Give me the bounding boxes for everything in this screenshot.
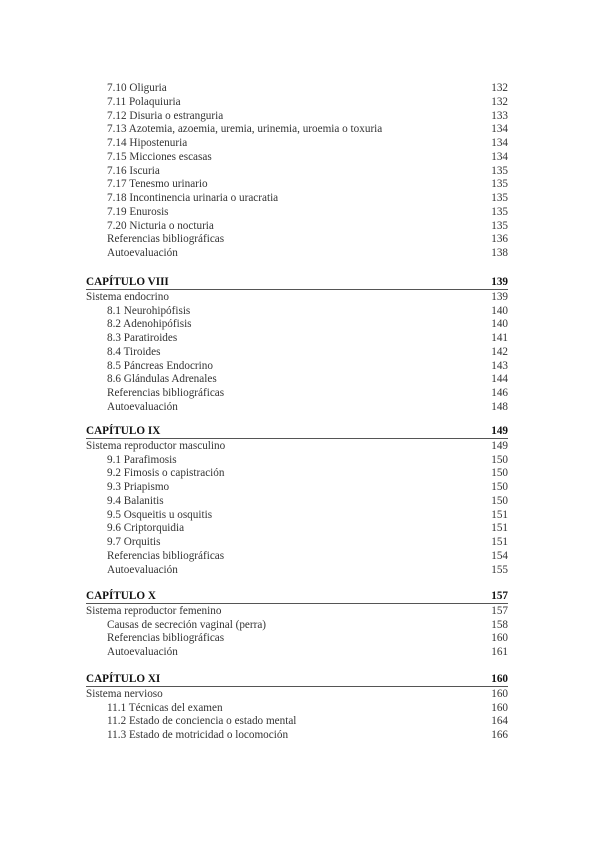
entry-page-number: 154	[491, 549, 508, 562]
entry-title: Sistema reproductor masculino	[86, 439, 226, 452]
entry-title: 8.3 Paratiroides	[107, 332, 178, 344]
toc-entry[interactable]	[86, 495, 508, 509]
toc-entry[interactable]	[86, 536, 508, 550]
toc-section	[86, 276, 508, 415]
entry-title: 9.1 Parafimosis	[107, 453, 177, 466]
toc-entry[interactable]	[86, 564, 508, 578]
entry-title: Referencias bibliográficas	[107, 387, 225, 399]
toc-entry[interactable]	[86, 247, 508, 261]
toc-entry[interactable]	[86, 178, 508, 192]
toc-entry[interactable]	[86, 715, 508, 729]
chapter-heading[interactable]	[86, 276, 508, 290]
entry-title: 7.16 Iscuria	[107, 164, 160, 177]
chapter-heading[interactable]	[86, 425, 508, 439]
toc-entry[interactable]	[86, 360, 508, 374]
toc-entry[interactable]	[86, 373, 508, 387]
toc-entry[interactable]	[86, 688, 508, 702]
entry-title: 7.11 Polaquiuria	[107, 95, 181, 108]
entry-title: 7.10 Oliguria	[107, 82, 167, 94]
toc-entry[interactable]	[86, 619, 508, 633]
entry-page-number: 144	[491, 373, 508, 386]
toc-entry[interactable]	[86, 206, 508, 220]
entry-title: 8.2 Adenohipófisis	[107, 318, 192, 331]
entry-title: Referencias bibliográficas	[107, 233, 225, 246]
entry-title: 8.5 Páncreas Endocrino	[107, 359, 213, 372]
entry-title: 9.5 Osqueitis u osquitis	[107, 508, 213, 521]
toc-entry[interactable]	[86, 165, 508, 179]
entry-page-number: 136	[491, 233, 508, 246]
entry-page-number: 148	[491, 400, 508, 413]
toc-entry[interactable]	[86, 702, 508, 716]
entry-page-number: 135	[491, 205, 508, 218]
toc-section	[86, 425, 508, 577]
toc-entry[interactable]	[86, 729, 508, 743]
toc-entry[interactable]	[86, 467, 508, 481]
toc-entry[interactable]	[86, 550, 508, 564]
entry-title: 7.12 Disuria o estranguria	[107, 109, 224, 122]
entry-title: CAPÍTULO X	[86, 590, 156, 602]
entry-page-number: 146	[491, 387, 508, 399]
entry-page-number: 160	[491, 701, 508, 714]
toc-section	[86, 82, 508, 261]
entry-title: 7.20 Nicturia o nocturia	[107, 219, 214, 232]
entry-title: 7.19 Enurosis	[107, 205, 169, 218]
entry-page-number: 149	[491, 439, 508, 452]
entry-title: CAPÍTULO XI	[86, 673, 161, 685]
entry-page-number: 151	[491, 522, 508, 535]
toc-entry[interactable]	[86, 481, 508, 495]
entry-title: 11.3 Estado de motricidad o locomoción	[107, 729, 289, 741]
entry-page-number: 157	[491, 590, 508, 602]
entry-page-number: 164	[491, 715, 508, 728]
entry-page-number: 160	[491, 673, 508, 685]
entry-page-number: 150	[491, 481, 508, 493]
entry-title: 9.4 Balanitis	[107, 494, 164, 507]
entry-title: Referencias bibliográficas	[107, 549, 225, 562]
entry-title: 9.2 Fimosis o capistración	[107, 467, 225, 480]
toc-entry[interactable]	[86, 440, 508, 454]
toc-entry[interactable]	[86, 96, 508, 110]
entry-title: Sistema endocrino	[86, 290, 169, 303]
entry-title: 11.2 Estado de conciencia o estado mental	[107, 715, 297, 728]
toc-entry[interactable]	[86, 110, 508, 124]
entry-page-number: 134	[491, 150, 508, 163]
entry-page-number: 149	[491, 425, 508, 437]
entry-page-number: 143	[491, 359, 508, 372]
entry-page-number: 133	[491, 109, 508, 122]
entry-page-number: 134	[491, 123, 508, 136]
toc-entry[interactable]	[86, 220, 508, 234]
entry-page-number: 160	[491, 632, 508, 645]
entry-page-number: 151	[491, 508, 508, 521]
entry-page-number: 142	[491, 345, 508, 358]
entry-title: Sistema reproductor femenino	[86, 604, 222, 617]
entry-page-number: 155	[491, 563, 508, 576]
entry-page-number: 132	[491, 82, 508, 94]
entry-title: Referencias bibliográficas	[107, 632, 225, 645]
entry-title: 7.18 Incontinencia urinaria o uracratia	[107, 192, 279, 204]
entry-page-number: 140	[491, 318, 508, 331]
entry-page-number: 135	[491, 164, 508, 177]
entry-title: Autoevaluación	[107, 646, 178, 658]
entry-title: 9.3 Priapismo	[107, 481, 170, 493]
entry-title: 9.6 Criptorquidia	[107, 522, 185, 535]
entry-title: Autoevaluación	[107, 400, 178, 413]
entry-title: 7.15 Micciones escasas	[107, 150, 212, 163]
entry-title: 7.14 Hipostenuria	[107, 137, 188, 149]
entry-page-number: 150	[491, 467, 508, 480]
toc-entry[interactable]	[86, 318, 508, 332]
entry-page-number: 158	[491, 618, 508, 631]
toc-entry[interactable]	[86, 233, 508, 247]
entry-page-number: 160	[491, 687, 508, 700]
toc-entry[interactable]	[86, 291, 508, 305]
entry-title: 11.1 Técnicas del examen	[107, 701, 223, 714]
entry-page-number: 141	[491, 332, 508, 344]
entry-title: Causas de secreción vaginal (perra)	[107, 618, 267, 631]
entry-page-number: 134	[491, 137, 508, 149]
entry-title: Autoevaluación	[107, 563, 178, 576]
toc-entry[interactable]	[86, 509, 508, 523]
toc-entry[interactable]	[86, 646, 508, 660]
entry-title: Autoevaluación	[107, 247, 178, 259]
toc-entry[interactable]	[86, 605, 508, 619]
entry-page-number: 151	[491, 536, 508, 548]
entry-page-number: 161	[491, 646, 508, 658]
entry-title: 9.7 Orquitis	[107, 536, 161, 548]
toc-section	[86, 590, 508, 660]
toc-entry[interactable]	[86, 151, 508, 165]
toc-entry[interactable]	[86, 137, 508, 151]
entry-page-number: 135	[491, 219, 508, 232]
entry-page-number: 150	[491, 494, 508, 507]
entry-title: Sistema nervioso	[86, 687, 163, 700]
toc-entry[interactable]	[86, 632, 508, 646]
entry-title: 7.13 Azotemia, azoemia, uremia, urinemia, uroemia o toxuria	[107, 123, 383, 136]
toc-entry[interactable]	[86, 305, 508, 319]
toc-entry[interactable]	[86, 454, 508, 468]
toc-entry[interactable]	[86, 123, 508, 137]
toc-entry[interactable]	[86, 346, 508, 360]
entry-title: 8.1 Neurohipófisis	[107, 304, 191, 317]
toc-section	[86, 673, 508, 743]
entry-page-number: 166	[491, 729, 508, 741]
toc-entry[interactable]	[86, 522, 508, 536]
toc-entry[interactable]	[86, 387, 508, 401]
toc-entry[interactable]	[86, 401, 508, 415]
entry-title: CAPÍTULO IX	[86, 425, 161, 437]
entry-page-number: 139	[491, 276, 508, 288]
entry-title: 8.6 Glándulas Adrenales	[107, 373, 217, 386]
entry-title: CAPÍTULO VIII	[86, 276, 169, 288]
entry-title: 8.4 Tiroides	[107, 345, 161, 358]
chapter-heading[interactable]	[86, 673, 508, 687]
entry-page-number: 135	[491, 178, 508, 191]
entry-page-number: 157	[491, 604, 508, 617]
toc-entry[interactable]	[86, 82, 508, 96]
entry-page-number: 139	[491, 290, 508, 303]
toc-entry[interactable]	[86, 192, 508, 206]
entry-title: 7.17 Tenesmo urinario	[107, 178, 208, 191]
chapter-heading[interactable]	[86, 590, 508, 604]
entry-page-number: 138	[491, 247, 508, 259]
entry-page-number: 135	[491, 192, 508, 204]
entry-page-number: 132	[491, 95, 508, 108]
entry-page-number: 140	[491, 304, 508, 317]
toc-entry[interactable]	[86, 332, 508, 346]
entry-page-number: 150	[491, 453, 508, 466]
